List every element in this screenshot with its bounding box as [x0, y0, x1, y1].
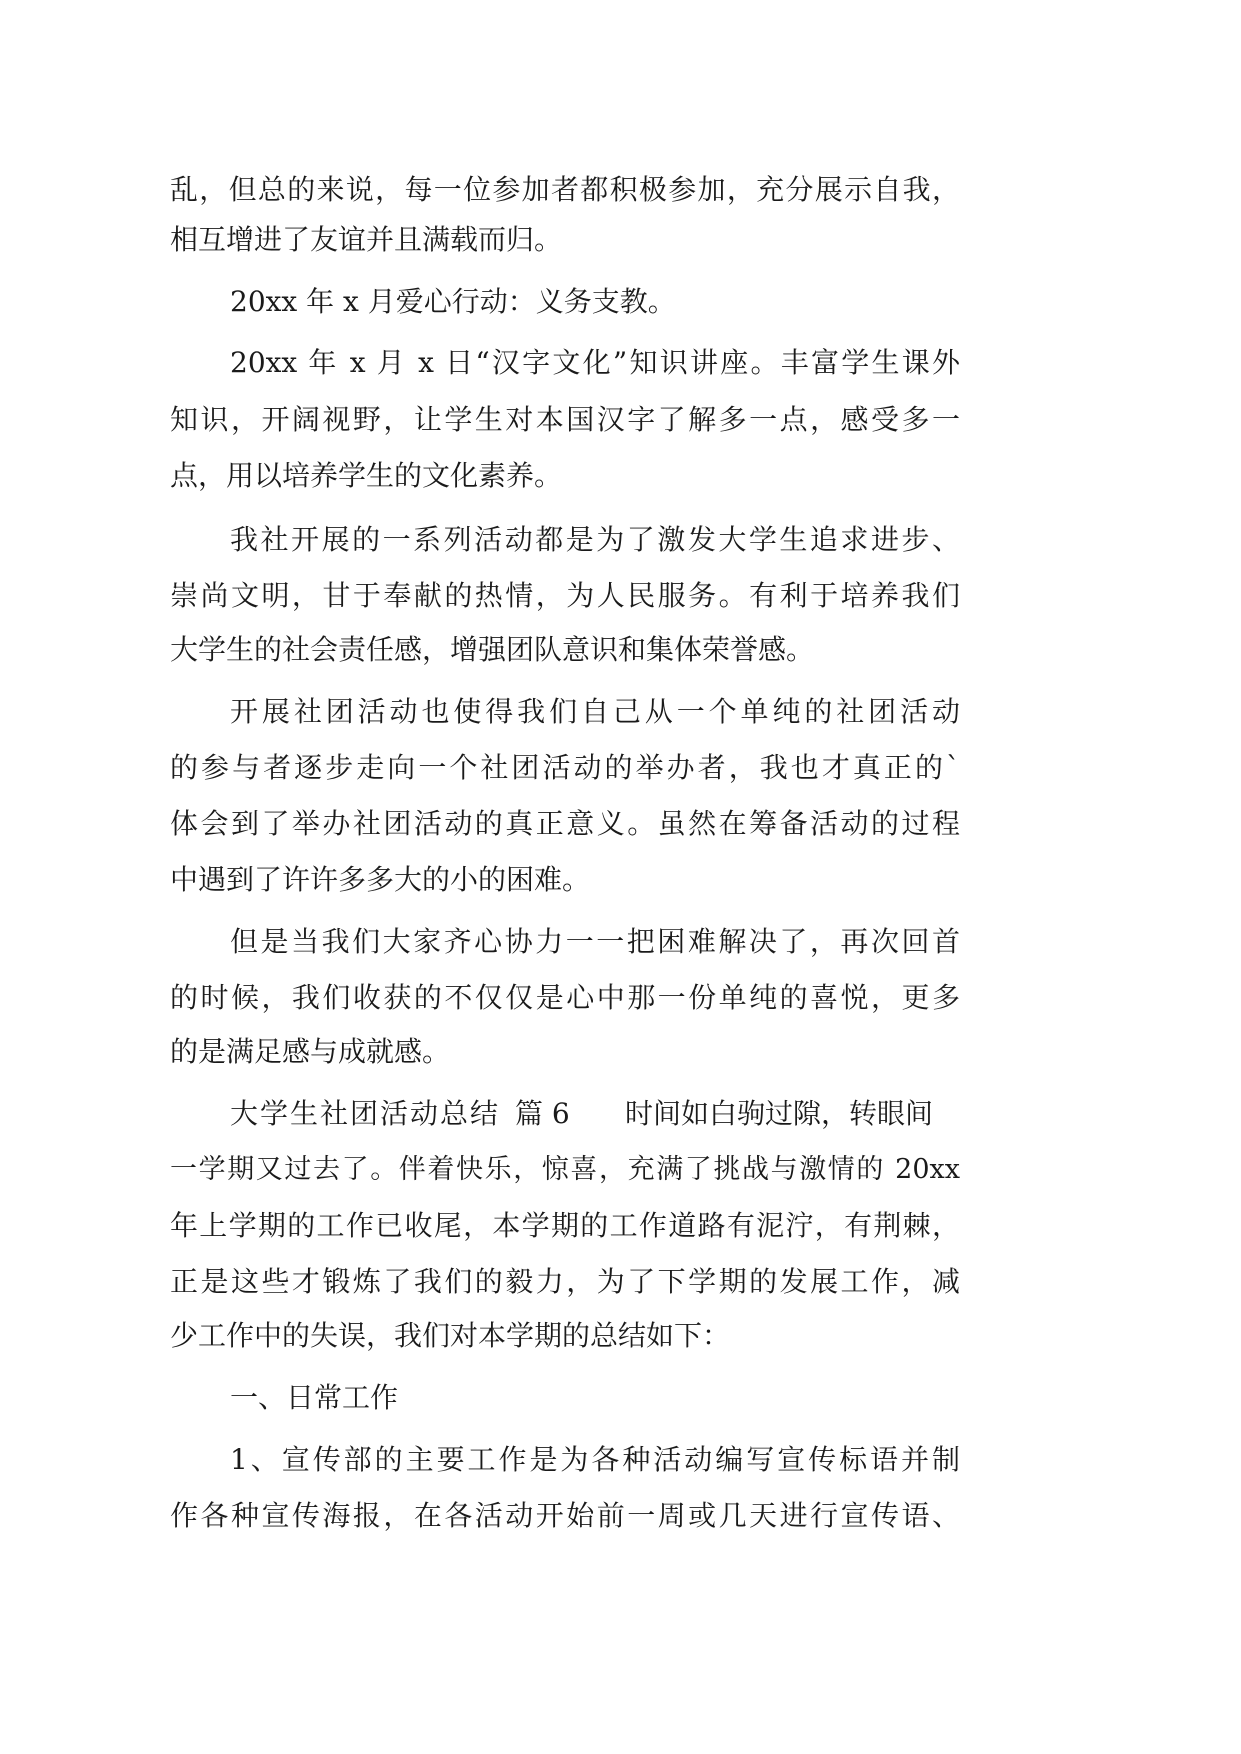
- text-line: 乱，但总的来说，每一位参加者都积极参加，充分展示自我，: [170, 173, 960, 206]
- text-line: 作各种宣传海报，在各活动开始前一周或几天进行宣传语、: [170, 1499, 960, 1532]
- article-number: 篇 6: [515, 1097, 570, 1130]
- text-line: 但是当我们大家齐心协力一一把困难解决了，再次回首: [230, 925, 960, 958]
- text-line: 正是这些才锻炼了我们的毅力，为了下学期的发展工作，减: [170, 1265, 960, 1298]
- text-line: 的是满足感与成就感。: [170, 1035, 451, 1068]
- text-line: 年上学期的工作已收尾，本学期的工作道路有泥泞，有荆棘，: [170, 1209, 960, 1242]
- text-line: 崇尚文明，甘于奉献的热情，为人民服务。有利于培养我们: [170, 579, 960, 612]
- text-line: 相互增进了友谊并且满载而归。: [170, 223, 563, 256]
- text-line: 少工作中的失误，我们对本学期的总结如下：: [170, 1319, 731, 1352]
- text-line: 的时候，我们收获的不仅仅是心中那一份单纯的喜悦，更多: [170, 981, 960, 1014]
- text-line: 点，用以培养学生的文化素养。: [170, 459, 563, 492]
- article-title: 大学生社团活动总结: [230, 1097, 501, 1130]
- section-heading: 一、日常工作: [230, 1381, 399, 1414]
- text-line: 开展社团活动也使得我们自己从一个单纯的社团活动: [230, 695, 960, 728]
- text-line: 一学期又过去了。伴着快乐，惊喜，充满了挑战与激情的 20xx: [170, 1154, 960, 1185]
- text-line: 20xx 年 x 月爱心行动：义务支教。: [230, 285, 676, 318]
- text-line: 知识，开阔视野，让学生对本国汉字了解多一点，感受多一: [170, 403, 960, 436]
- article-opening: 时间如白驹过隙，转眼间: [625, 1097, 934, 1130]
- text-line: 20xx 年 x 月 x 日“汉字文化”知识讲座。丰富学生课外: [230, 346, 960, 379]
- text-line: 大学生的社会责任感，增强团队意识和集体荣誉感。: [170, 633, 815, 666]
- text-line: 我社开展的一系列活动都是为了激发大学生追求进步、: [230, 523, 960, 556]
- text-line: 1、宣传部的主要工作是为各种活动编写宣传标语并制: [230, 1443, 960, 1476]
- text-line: 体会到了举办社团活动的真正意义。虽然在筹备活动的过程: [170, 807, 960, 840]
- text-line: 的参与者逐步走向一个社团活动的举办者，我也才真正的`: [170, 751, 960, 784]
- text-line: 中遇到了许许多多大的小的困难。: [170, 863, 591, 896]
